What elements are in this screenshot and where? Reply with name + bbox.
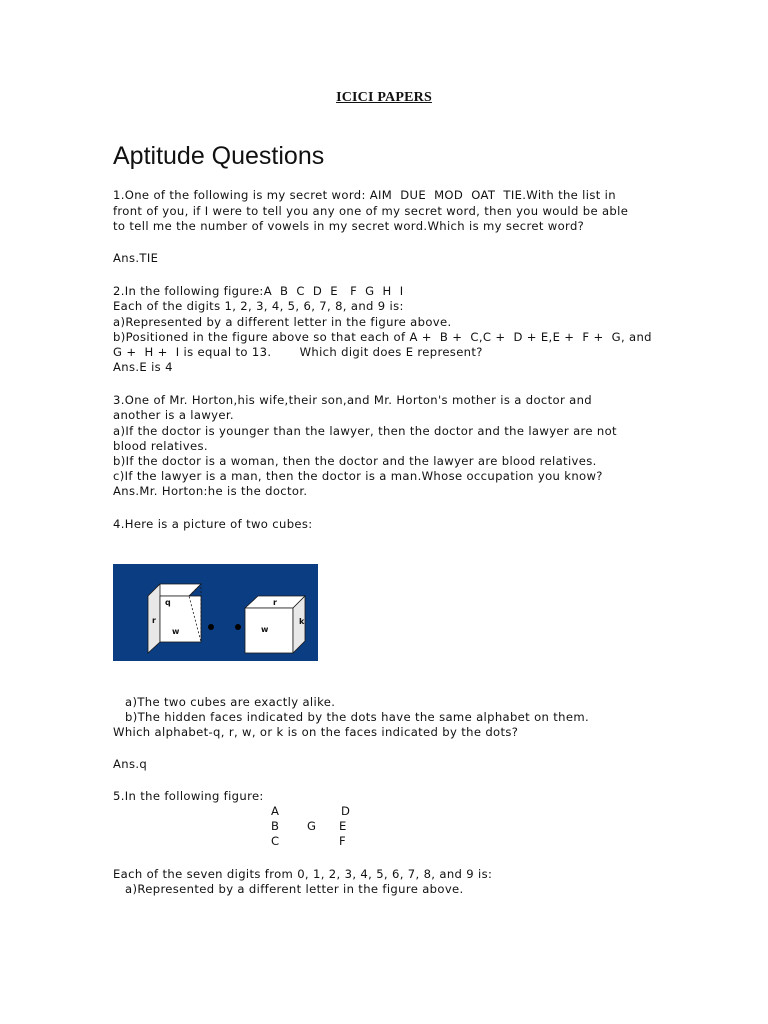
two-cubes-figure xyxy=(113,564,318,661)
left-cube-front-label: w xyxy=(172,627,180,636)
figure-letter-e: E xyxy=(339,819,347,833)
figure-letter-c: C xyxy=(271,834,280,848)
question-1-answer: Ans.TIE xyxy=(113,251,159,265)
figure-letter-b: B xyxy=(271,819,280,833)
question-4-line-1: a)The two cubes are exactly alike. xyxy=(121,695,336,709)
question-3-line-2: another is a lawyer. xyxy=(113,408,234,422)
question-3-line-3: a)If the doctor is younger than the lawyer, then the doctor and the lawyer are not xyxy=(113,424,617,438)
question-1-line-2: front of you, if I were to tell you any one of my secret word, then you would be able xyxy=(113,204,629,218)
question-2-line-2: Each of the digits 1, 2, 3, 4, 5, 6, 7, 8, and 9 is: xyxy=(113,299,404,313)
figure-letter-d: D xyxy=(341,804,351,818)
page-heading: ICICI PAPERS xyxy=(336,90,432,105)
right-cube-top-label: r xyxy=(273,598,277,607)
question-3-line-4: blood relatives. xyxy=(113,439,208,453)
right-hidden-face-dot xyxy=(235,624,241,630)
figure-letter-g: G xyxy=(307,819,317,833)
question-2-line-3: a)Represented by a different letter in the figure above. xyxy=(113,315,452,329)
left-cube-top-label: q xyxy=(165,598,171,607)
question-3-line-1: 3.One of Mr. Horton,his wife,their son,and Mr. Horton's mother is a doctor and xyxy=(113,393,592,407)
question-4-line-2: b)The hidden faces indicated by the dots have the same alphabet on them. xyxy=(121,710,590,724)
right-cube-front-label: w xyxy=(261,625,269,634)
question-5-line-1: Each of the seven digits from 0, 1, 2, 3, 4, 5, 6, 7, 8, and 9 is: xyxy=(113,867,493,881)
right-cube-side-label: k xyxy=(299,617,305,626)
right-cube-front xyxy=(245,608,293,653)
question-4-intro: 4.Here is a picture of two cubes: xyxy=(113,517,313,531)
question-2-line-4: b)Positioned in the figure above so that each of A + B + C,C + D + E,E + F + G, and xyxy=(113,330,652,344)
question-2-answer: Ans.E is 4 xyxy=(113,360,173,374)
question-3-answer: Ans.Mr. Horton:he is the doctor. xyxy=(113,484,308,498)
question-4-answer: Ans.q xyxy=(113,757,148,771)
question-4-question: Which alphabet-q, r, w, or k is on the faces indicated by the dots? xyxy=(113,725,519,739)
question-1-line-1: 1.One of the following is my secret word: AIM DUE MOD OAT TIE.With the list in xyxy=(113,188,616,202)
question-1-line-3: to tell me the number of vowels in my secret word.Which is my secret word? xyxy=(113,219,585,233)
question-3-line-6: c)If the lawyer is a man, then the doctor is a man.Whose occupation you know? xyxy=(113,469,603,483)
question-3-line-5: b)If the doctor is a woman, then the doctor and the lawyer are blood relatives. xyxy=(113,454,597,468)
question-2-line-5: G + H + I is equal to 13. Which digit does E represent? xyxy=(113,345,483,359)
question-5-line-2: a)Represented by a different letter in the figure above. xyxy=(121,882,464,896)
figure-letter-a: A xyxy=(271,804,280,818)
question-5-intro: 5.In the following figure: xyxy=(113,789,264,803)
section-title: Aptitude Questions xyxy=(113,142,325,170)
question-2-line-1: 2.In the following figure:A B C D E F G H I xyxy=(113,284,404,298)
left-cube-side-label: r xyxy=(152,616,156,625)
figure-letter-f: F xyxy=(339,834,346,848)
left-hidden-face-dot xyxy=(208,624,214,630)
